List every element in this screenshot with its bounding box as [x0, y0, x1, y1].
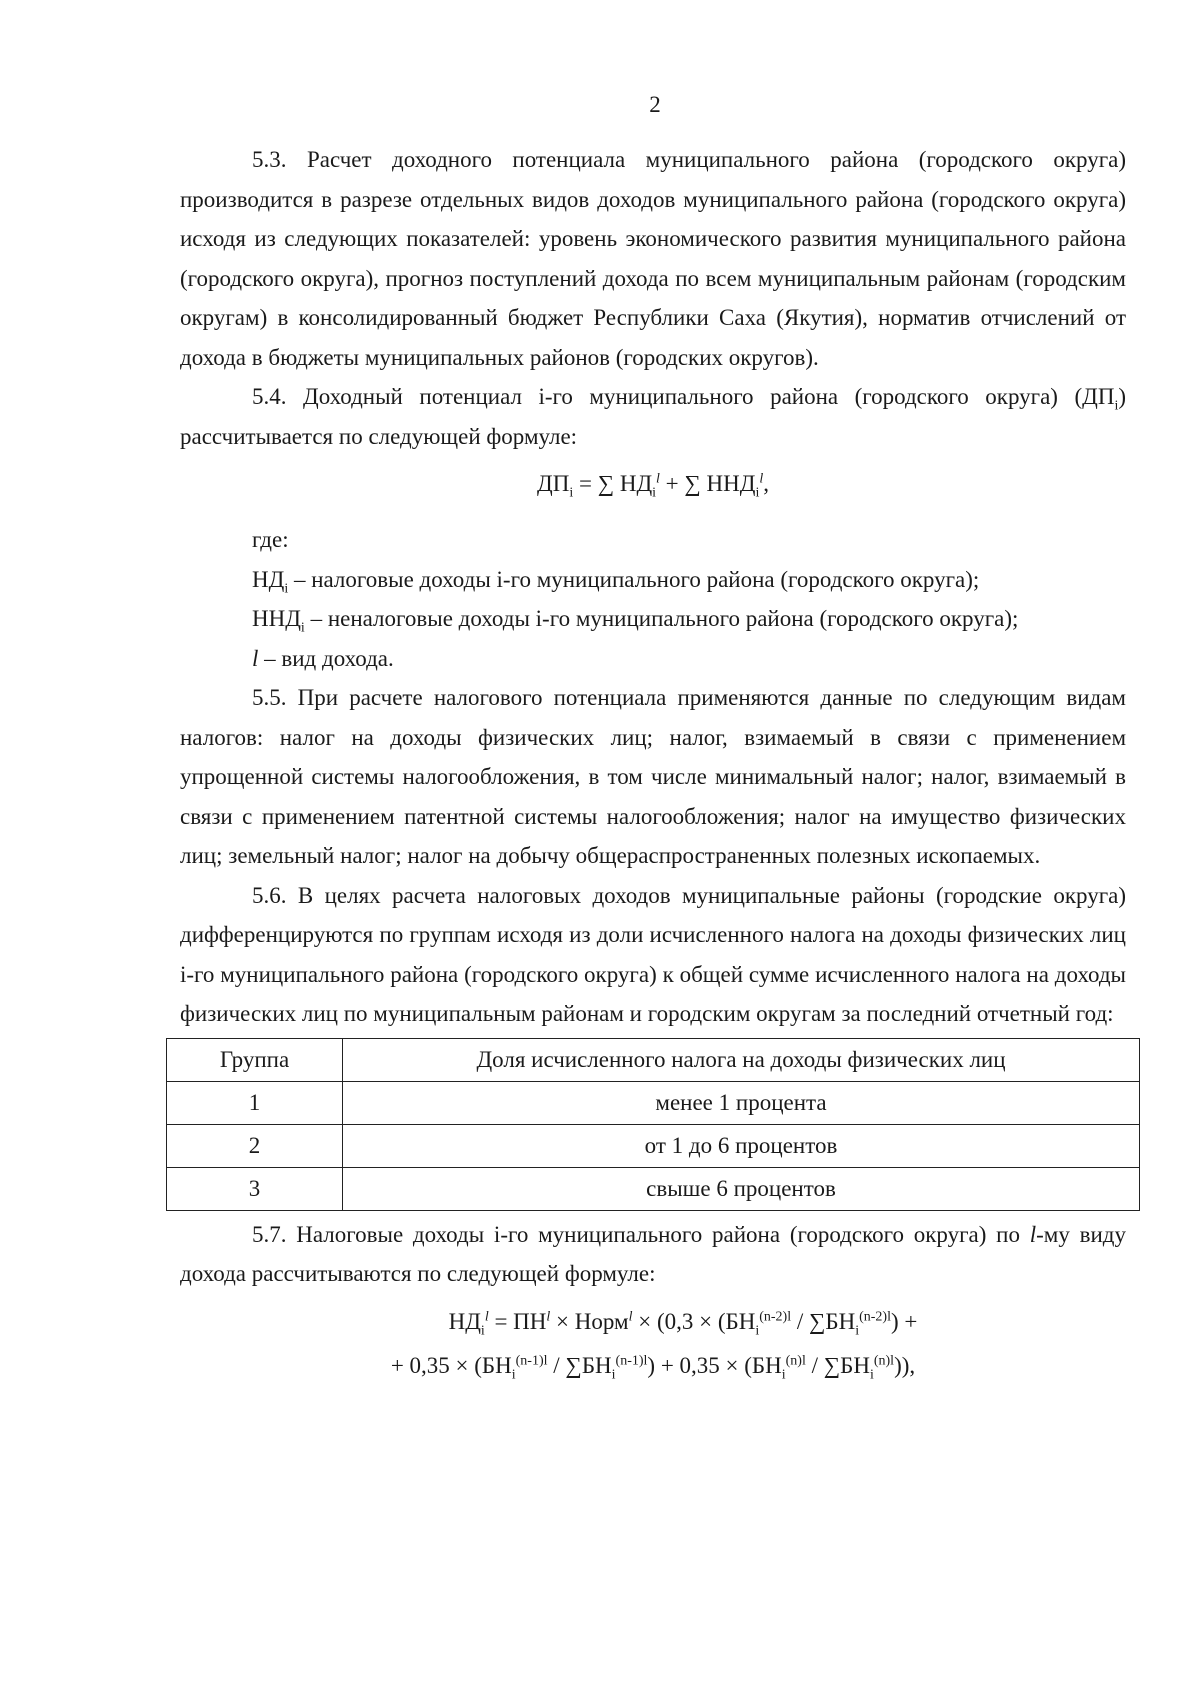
f2-l1-c: × Норм — [550, 1308, 629, 1334]
formula-nd-line2 — [180, 1344, 1126, 1388]
table-header-group: Группа — [167, 1038, 343, 1081]
definition-nnd-text: – неналоговые доходы i-го муниципального района (городского округа); — [304, 606, 1019, 631]
f2-l2-d: / ∑БН — [805, 1352, 870, 1378]
f2-l2-a-sup: (n-1)l — [515, 1352, 548, 1368]
definition-nd-term: НД — [252, 566, 285, 592]
f2-l1-a-sup: l — [484, 1308, 489, 1324]
f2-l2-a-sub: i — [511, 1367, 516, 1383]
table-cell-share: от 1 до 6 процентов — [343, 1124, 1140, 1167]
definition-nnd-term: ННД — [252, 606, 301, 631]
paragraph-5-7-text-a: 5.7. Налоговые доходы i-го муниципального района (городского округа) по — [252, 1221, 1030, 1247]
formula-dp-nnd-sub: i — [755, 485, 760, 501]
f2-l1-a: НД — [448, 1308, 481, 1334]
formula-dp-nd: = ∑ НД — [573, 471, 653, 496]
paragraph-5-7 — [180, 1215, 1126, 1294]
f2-l1-d-sup: (n-2)l — [759, 1308, 792, 1324]
paragraph-5-4-end: ) рассчитывается по следующей формуле: — [180, 384, 1126, 449]
paragraph-5-4 — [180, 377, 1126, 456]
paragraph-5-7-text-b: -му виду дохода рассчитываются по следующей формуле: — [180, 1221, 1126, 1286]
table-header-row — [167, 1038, 1140, 1081]
f2-l1-d-sub: i — [755, 1323, 760, 1339]
where-label: где: — [252, 527, 289, 552]
f2-l2-d-sub: i — [869, 1367, 874, 1383]
formula-dp-lhs-sub: i — [569, 485, 574, 501]
paragraph-5-4-text: 5.4. Доходный потенциал i-го муниципального района (городского округа) (ДП — [252, 384, 1115, 409]
definition-nnd — [180, 599, 1126, 639]
f2-l2-b-sub: i — [611, 1367, 616, 1383]
table-header-share: Доля исчисленного налога на доходы физических лиц — [343, 1038, 1140, 1081]
formula-dp-nnd-sup: l — [759, 471, 764, 487]
table-cell-share: свыше 6 процентов — [343, 1167, 1140, 1210]
f2-l1-e-sub: i — [855, 1323, 860, 1339]
table-cell-group: 3 — [167, 1167, 343, 1210]
definition-nd-text: – налоговые доходы i-го муниципального района (городского округа); — [288, 566, 980, 592]
paragraph-5-7-l: l — [1029, 1221, 1037, 1247]
formula-dp-lhs: ДП — [537, 471, 570, 496]
f2-l2-e: )), — [894, 1352, 916, 1378]
f2-l1-d: × (0,3 × (БН — [632, 1308, 756, 1334]
definition-nnd-sub: i — [300, 620, 305, 636]
definition-nd — [180, 560, 1126, 600]
f2-l2-c-sub: i — [781, 1367, 786, 1383]
formula-nd-line1 — [180, 1300, 1126, 1344]
f2-l2-d-sup: (n)l — [873, 1352, 895, 1368]
formula-dp-nnd: + ∑ ННД — [659, 471, 756, 496]
table-row — [167, 1081, 1140, 1124]
f2-l2-c: ) + 0,35 × (БН — [647, 1352, 782, 1378]
table-cell-group: 2 — [167, 1124, 343, 1167]
table-row — [167, 1124, 1140, 1167]
f2-l1-f: ) + — [890, 1308, 918, 1334]
formula-dp-end: , — [763, 471, 769, 496]
f2-l2-a: + 0,35 × (БН — [390, 1352, 512, 1378]
paragraph-5-6: 5.6. В целях расчета налоговых доходов муниципальные районы (городские округа) дифференцируются по группам исходя из доли исчисленного налога на доходы физических лиц i-го муниципального района (городского округа) к общей сумме исчисленного налога на доходы физических лиц по муниципальным районам и городским округам за последний отчетный год: — [180, 882, 1126, 1026]
paragraph-5-3: 5.3. Расчет доходного потенциала муниципального района (городского округа) производится в разрезе отдельных видов доходов муниципального района (городского округа) исходя из следующих показателей: уровень экономического развития муниципального района (городского округа), прогноз поступлений дохода по всем муниципальным районам (городским округам) в консолидированный бюджет Республики Саха (Якутия), норматив отчислений от дохода в бюджеты муниципальных районов (городских округов). — [180, 147, 1126, 370]
formula-dp-nd-sub: i — [652, 485, 657, 501]
table-cell-group: 1 — [167, 1081, 343, 1124]
definition-nd-sub: i — [284, 581, 289, 597]
f2-l1-e: / ∑БН — [791, 1308, 856, 1334]
f2-l1-c-sup: l — [628, 1308, 633, 1324]
document-body — [180, 140, 1126, 1388]
groups-table — [166, 1038, 1140, 1211]
paragraph-5-4-sub: i — [1114, 398, 1119, 414]
formula-dp-nd-sup: l — [656, 471, 660, 487]
f2-l2-b-sup: (n-1)l — [615, 1352, 648, 1368]
definition-l-text: – вид дохода. — [258, 645, 394, 671]
paragraph-5-5: 5.5. При расчете налогового потенциала применяются данные по следующим видам налогов: налог на доходы физических лиц; налог, взимаемый в связи с применением упрощенной системы налогообложения, в том числе минимальный налог; налог, взимаемый в связи с применением патентной системы налогообложения; налог на имущество физических лиц; земельный налог; налог на добычу общераспространенных полезных ископаемых. — [180, 685, 1126, 868]
f2-l1-b-sup: l — [546, 1308, 551, 1324]
formula-dp — [180, 462, 1126, 506]
table-row — [167, 1167, 1140, 1210]
definition-l — [180, 639, 1126, 679]
f2-l2-c-sup: (n)l — [785, 1352, 806, 1368]
table-cell-share: менее 1 процента — [343, 1081, 1140, 1124]
page-number: 2 — [649, 92, 661, 117]
definition-l-term: l — [252, 645, 259, 671]
f2-l1-e-sup: (n-2)l — [859, 1308, 891, 1324]
f2-l1-b: = ПН — [488, 1308, 547, 1334]
f2-l1-a-sub: i — [480, 1323, 485, 1339]
f2-l2-b: / ∑БН — [547, 1352, 612, 1378]
